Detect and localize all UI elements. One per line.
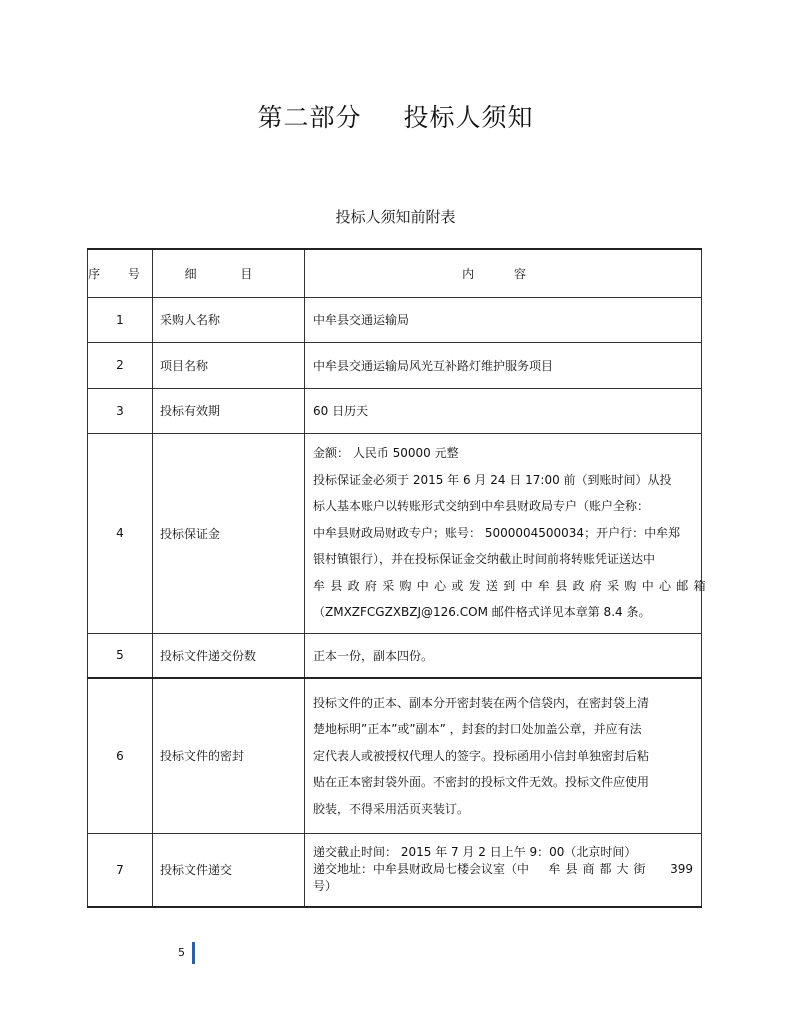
page-number-bar — [192, 942, 195, 964]
title-part: 第二部分 — [257, 103, 362, 132]
content-line: 胶装，不得采用活页夹装订。 — [313, 801, 470, 816]
content-line: 银村镇银行），并在投标保证金交纳截止时间前将转账凭证送达中 — [313, 552, 656, 567]
content-line: 投标保证金必须于 2015 年 6 月 24 日 17:00 前（到账时间）从投 — [313, 472, 672, 487]
content-line: 楚地标明”正本”或”副本” ，封套的封口处加盖公章，并应有法 — [313, 722, 642, 736]
content-line: 号） — [313, 879, 338, 894]
row-seq: 7 — [88, 833, 153, 907]
row-item: 投标文件的密封 — [153, 678, 305, 833]
address-part: 递交地址：中牟县财政局七楼会议室（中 — [313, 862, 530, 877]
table-row — [88, 433, 702, 633]
row-item: 投标保证金 — [153, 433, 305, 633]
row-item: 投标文件递交 — [153, 833, 305, 907]
content-line: 牟县政府采购中心或发送到中牟县政府采购中心邮箱 — [313, 578, 711, 593]
content-line: 贴在正本密封袋外面。不密封的投标文件无效。投标文件应使用 — [313, 775, 650, 789]
content-line: 金额： 人民币 50000 元整 — [313, 446, 459, 461]
table-row — [88, 633, 702, 678]
content-line — [313, 861, 693, 878]
row-content — [305, 678, 702, 833]
row-item: 投标有效期 — [153, 388, 305, 433]
table-header-row — [88, 249, 702, 297]
table-row — [88, 388, 702, 433]
content-line: 标人基本账户以转账形式交纳到中牟县财政局专户（账户全称： — [313, 499, 650, 514]
table-row — [88, 833, 702, 907]
row-seq: 1 — [88, 297, 153, 342]
row-item: 投标文件递交份数 — [153, 633, 305, 678]
row-seq: 4 — [88, 433, 153, 633]
header-item: 细 目 — [153, 249, 305, 297]
row-item: 采购人名称 — [153, 297, 305, 342]
header-seq: 序 号 — [88, 249, 153, 297]
page-number: 5 — [178, 946, 185, 959]
table-row — [88, 297, 702, 342]
content-line: 递交截止时间： 2015 年 7 月 2 日上午 9：00（北京时间） — [313, 845, 637, 860]
content-line: （ZMXZFCGZXBZJ@126.COM 邮件格式详见本章第 8.4 条。 — [313, 605, 651, 620]
row-content — [305, 833, 702, 907]
bidder-instructions-table — [87, 248, 711, 908]
page-title — [0, 98, 791, 134]
row-content: 正本一份，副本四份。 — [305, 633, 702, 678]
table-row — [88, 678, 702, 833]
row-content: 中牟县交通运输局 — [305, 297, 702, 342]
address-part: 399 — [670, 862, 693, 877]
content-line: 中牟县财政局财政专户；账号： 5000004500034；开户行：中牟郑 — [313, 525, 681, 540]
content-line: 定代表人或被授权代理人的签字。投标函用小信封单独密封后粘 — [313, 748, 650, 763]
table-row — [88, 342, 702, 388]
address-part: 牟县商都大街 — [548, 862, 651, 877]
row-seq: 5 — [88, 633, 153, 678]
table-caption: 投标人须知前附表 — [335, 208, 456, 226]
row-seq: 2 — [88, 342, 153, 388]
content-line: 投标文件的正本、副本分开密封装在两个信袋内，在密封袋上清 — [313, 695, 650, 710]
row-seq: 6 — [88, 678, 153, 833]
title-name: 投标人须知 — [403, 103, 534, 132]
row-content — [305, 433, 711, 633]
row-seq: 3 — [88, 388, 153, 433]
row-content: 60 日历天 — [305, 388, 702, 433]
header-content: 内 容 — [305, 249, 702, 297]
row-item: 项目名称 — [153, 342, 305, 388]
row-content: 中牟县交通运输局风光互补路灯维护服务项目 — [305, 342, 702, 388]
